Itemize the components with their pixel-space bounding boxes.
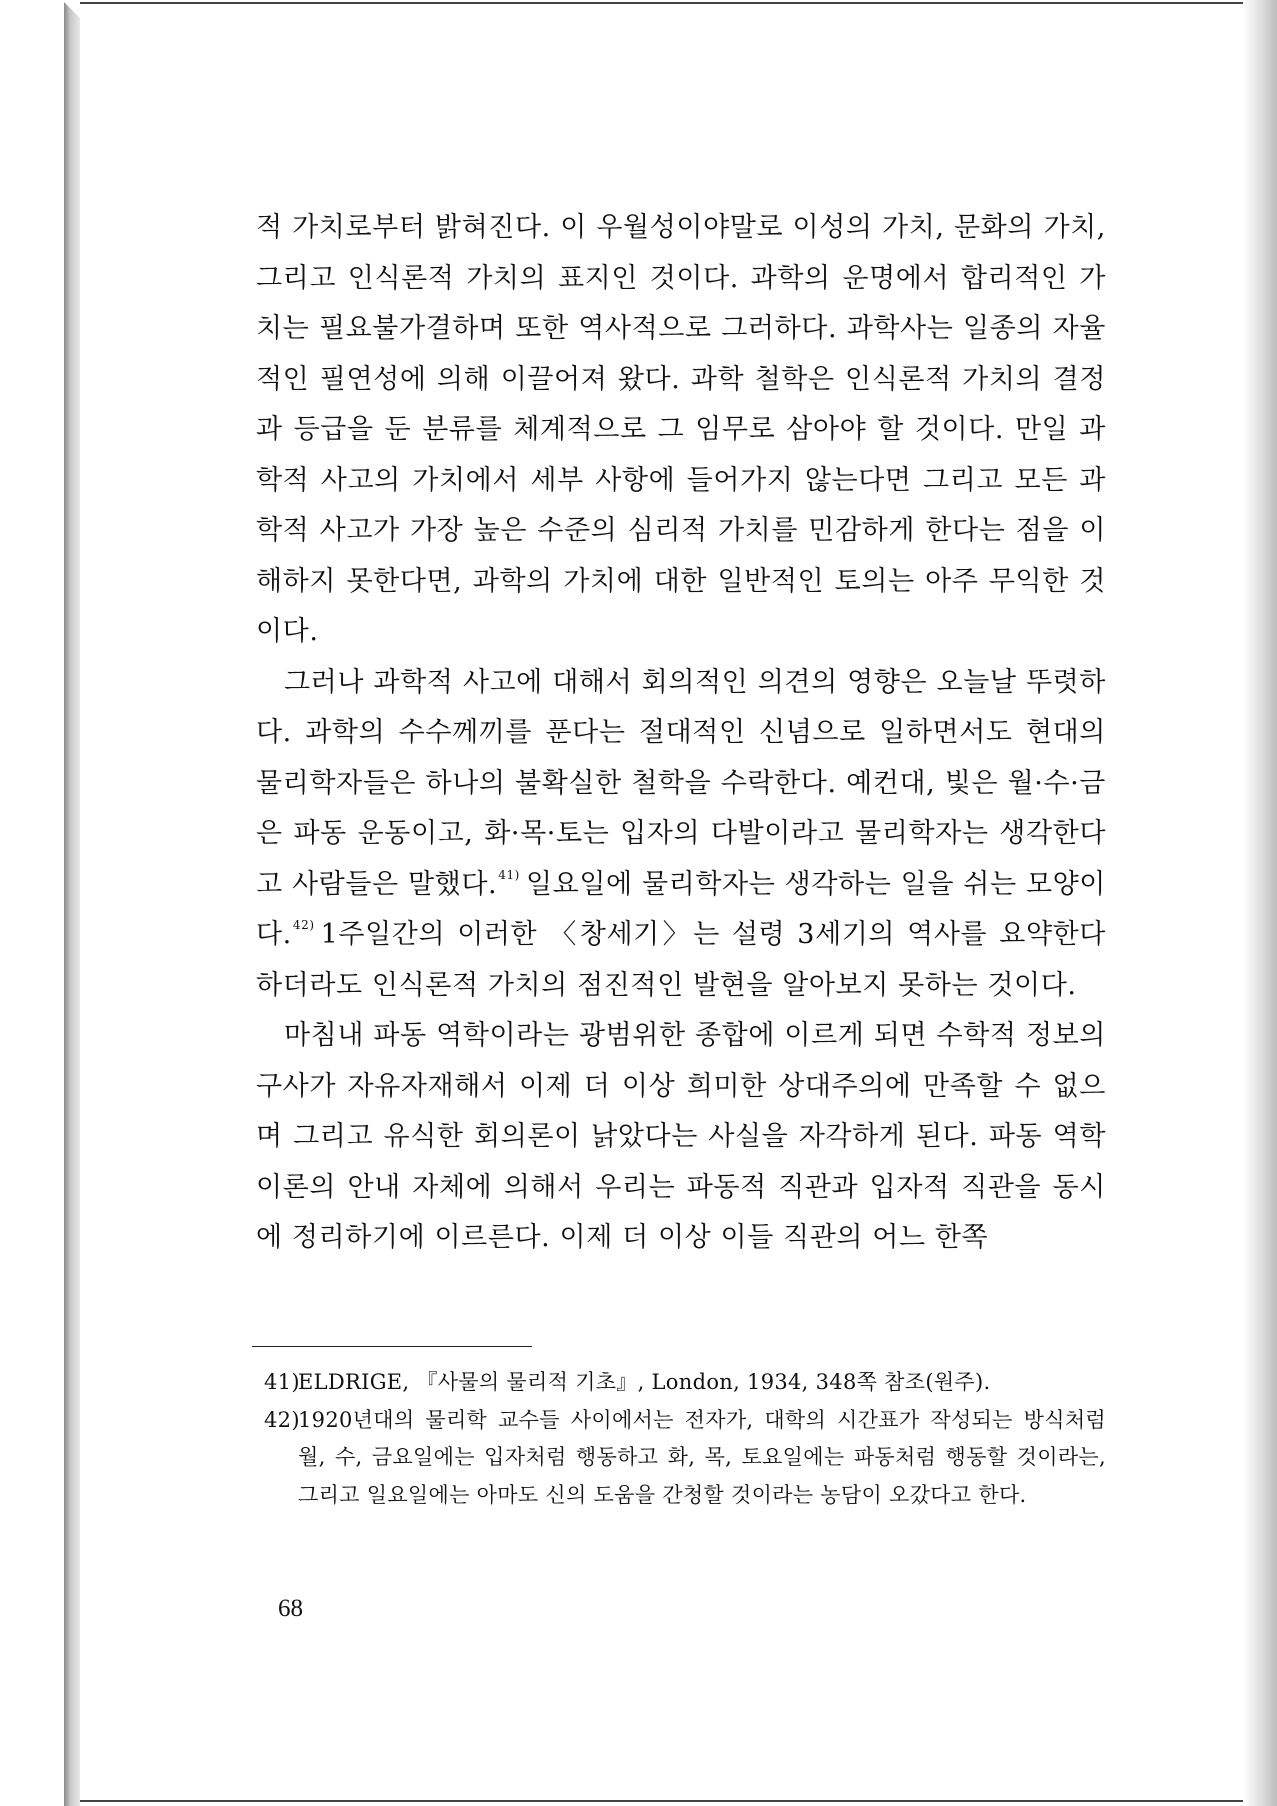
footnote-41 <box>264 1364 1106 1402</box>
footnote-42 <box>264 1402 1106 1515</box>
paragraph-2 <box>256 658 1106 1012</box>
page-edge-shadow <box>1243 0 1277 1806</box>
page-number: 68 <box>278 1595 303 1622</box>
page-corner <box>62 0 80 18</box>
footnote-divider <box>252 1346 532 1347</box>
text-segment: 마침내 파동 역학이라는 광범위한 종합에 이르게 되면 수학적 정보의 구사가 자유자재해서 이제 더 이상 희미한 상대주의에 만족할 수 없으며 그리고 유식한 회의론이 낡았다는 사실을 자각하게 된다. 파동 역학 이론의 안내 자체에 의해서 우리는 파동적 직관과 입자적 직관을 동시에 정리하기에 이르른다. 이제 더 이상 이들 직관의 어느 한쪽 <box>256 1020 1106 1253</box>
text-segment: 일요일에 물리학자는 생각하는 일을 쉬는 모양이다. <box>256 868 1106 950</box>
paragraph-3 <box>256 1011 1106 1264</box>
footnote-text: 1920년대의 물리학 교수들 사이에서는 전자가, 대학의 시간표가 작성되는 방식처럼 월, 수, 금요일에는 입자처럼 행동하고 화, 목, 토요일에는 파동처럼 행동할 것이라는, 그리고 일요일에는 아마도 신의 도움을 간청할 것이라는 농담이 오갔다고 한다. <box>298 1407 1106 1507</box>
paragraph-1 <box>256 203 1106 658</box>
footnote-number: 41) <box>264 1370 300 1394</box>
footnote-ref-41[interactable]: 41) <box>498 867 520 882</box>
footnote-text: ELDRIGE, 『사물의 물리적 기초』, London, 1934, 348쪽 참조(원주). <box>298 1370 991 1394</box>
footnote-ref-42[interactable]: 42) <box>292 918 315 932</box>
book-spine <box>64 0 80 1806</box>
text-segment: 1주일간의 이러한 〈창세기〉는 설령 3세기의 역사를 요약한다 하더라도 인식론적 가치의 점진적인 발현을 알아보지 못하는 것이다. <box>256 919 1106 1001</box>
footnotes <box>264 1364 1106 1514</box>
footnote-number: 42) <box>264 1407 300 1432</box>
text-segment: 그러나 과학적 사고에 대해서 회의적인 의견의 영향은 오늘날 뚜렷하다. 과학의 수수께끼를 푼다는 절대적인 신념으로 일하면서도 현대의 물리학자들은 하나의 불확실한 철학을 수락한다. 예컨대, 빛은 월·수·금은 파동 운동이고, 화·목·토는 입자의 다발이라고 물리학자는 생각한다고 사람들은 말했다. <box>256 666 1106 900</box>
body-text <box>256 203 1106 1264</box>
text-segment: 적 가치로부터 밝혀진다. 이 우월성이야말로 이성의 가치, 문화의 가치, 그리고 인식론적 가치의 표지인 것이다. 과학의 운명에서 합리적인 가치는 필요불가결하며 또한 역사적으로 그러하다. 과학사는 일종의 자율적인 필연성에 의해 이끌어져 왔다. 과학 철학은 인식론적 가치의 결정과 등급을 둔 분류를 체계적으로 그 임무로 삼아야 할 것이다. 만일 과학적 사고의 가치에서 세부 사항에 들어가지 않는다면 그리고 모든 과학적 사고가 가장 높은 수준의 심리적 가치를 민감하게 한다는 점을 이해하지 못한다면, 과학의 가치에 대한 일반적인 토의는 아주 무익한 것이다. <box>256 212 1106 647</box>
